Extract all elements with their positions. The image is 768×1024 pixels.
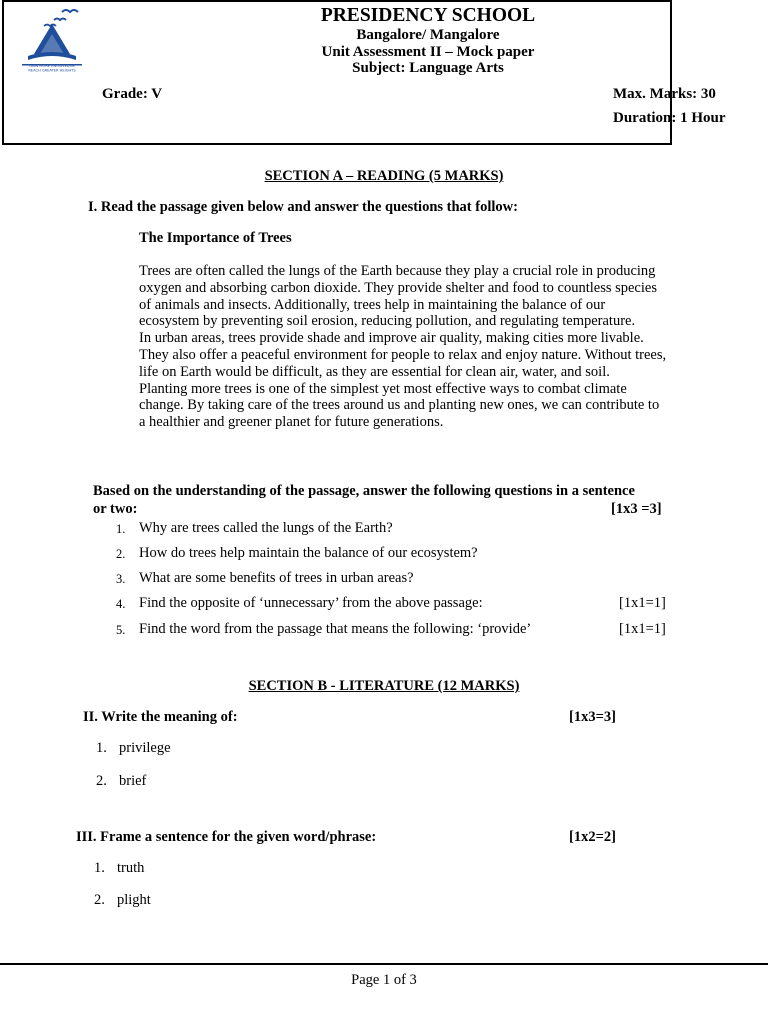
- duration-label: Duration: 1 Hour: [613, 110, 726, 126]
- question-number: 5.: [116, 623, 126, 637]
- school-name: PRESIDENCY SCHOOL: [320, 5, 536, 26]
- questions-intro: Based on the understanding of the passage, answer the following questions in a sentence: [93, 483, 635, 499]
- page-number: Page 1 of 3: [351, 972, 417, 988]
- passage-paragraph: In urban areas, trees provide shade and improve air quality, making cities more livable. They also offer a peaceful environment for people to relax and enjoy nature. Without trees, life on Earth would be difficult, as they are essential for clean air, water, and soil.: [139, 330, 667, 380]
- question-marks: [1x1=1]: [619, 621, 666, 637]
- subject-title: Subject: Language Arts: [352, 60, 504, 76]
- question-number: 1.: [116, 522, 126, 536]
- question-text: What are some benefits of trees in urban areas?: [139, 570, 414, 586]
- question-2-marks: [1x3=3]: [569, 709, 616, 725]
- school-location: Bangalore/ Mangalore: [356, 27, 500, 43]
- item-text: brief: [119, 773, 147, 789]
- question-number: 4.: [116, 597, 126, 611]
- item-text: plight: [117, 892, 151, 908]
- item-number: 1.: [96, 740, 107, 756]
- item-text: privilege: [119, 740, 171, 756]
- item-number: 2.: [94, 892, 105, 908]
- section-b-title: SECTION B - LITERATURE (12 MARKS): [248, 678, 520, 694]
- footer-divider: [0, 963, 768, 965]
- question-2-title: II. Write the meaning of:: [83, 709, 238, 725]
- question-number: 2.: [116, 547, 126, 561]
- section-a-instruction: I. Read the passage given below and answer the questions that follow:: [88, 199, 518, 215]
- question-3-title: III. Frame a sentence for the given word/phrase:: [76, 829, 377, 845]
- item-number: 1.: [94, 860, 105, 876]
- section-a-title: SECTION A – READING (5 MARKS): [264, 168, 504, 184]
- passage-paragraph: Planting more trees is one of the simplest yet most effective ways to combat climate change. By taking care of the trees around us and planting new ones, we can contribute to a healthier and greener planet for future generations.: [139, 380, 660, 431]
- question-number: 3.: [116, 572, 126, 586]
- assessment-title: Unit Assessment II – Mock paper: [321, 44, 535, 60]
- school-logo-icon: [14, 4, 90, 72]
- question-text: How do trees help maintain the balance of our ecosystem?: [139, 545, 478, 561]
- questions-intro-cont: or two:: [93, 501, 138, 517]
- item-number: 2.: [96, 773, 107, 789]
- question-text: Why are trees called the lungs of the Earth?: [139, 520, 393, 536]
- passage: [139, 263, 669, 431]
- grade-label: Grade: V: [102, 86, 163, 102]
- logo-tagline-1: GAIN MORE KNOWLEDGE: [29, 64, 75, 68]
- question-text: Find the opposite of ‘unnecessary’ from the above passage:: [139, 595, 483, 611]
- passage-title: The Importance of Trees: [139, 230, 292, 246]
- question-3-marks: [1x2=2]: [569, 829, 616, 845]
- question-text: Find the word from the passage that means the following: ‘provide’: [139, 621, 532, 637]
- passage-paragraph: Trees are often called the lungs of the Earth because they play a crucial role in producing oxygen and absorbing carbon dioxide. They provide shelter and food to countless species of animals and insects. Additionally, trees help in maintaining the balance of our ecosystem by preventing soil erosion, reducing pollution, and regulating temperature.: [139, 263, 657, 330]
- item-text: truth: [117, 860, 145, 876]
- logo-tagline-2: REACH GREATER HEIGHTS: [28, 68, 76, 72]
- question-marks: [1x1=1]: [619, 595, 666, 611]
- max-marks-label: Max. Marks: 30: [613, 86, 716, 102]
- questions-marks: [1x3 =3]: [611, 501, 662, 517]
